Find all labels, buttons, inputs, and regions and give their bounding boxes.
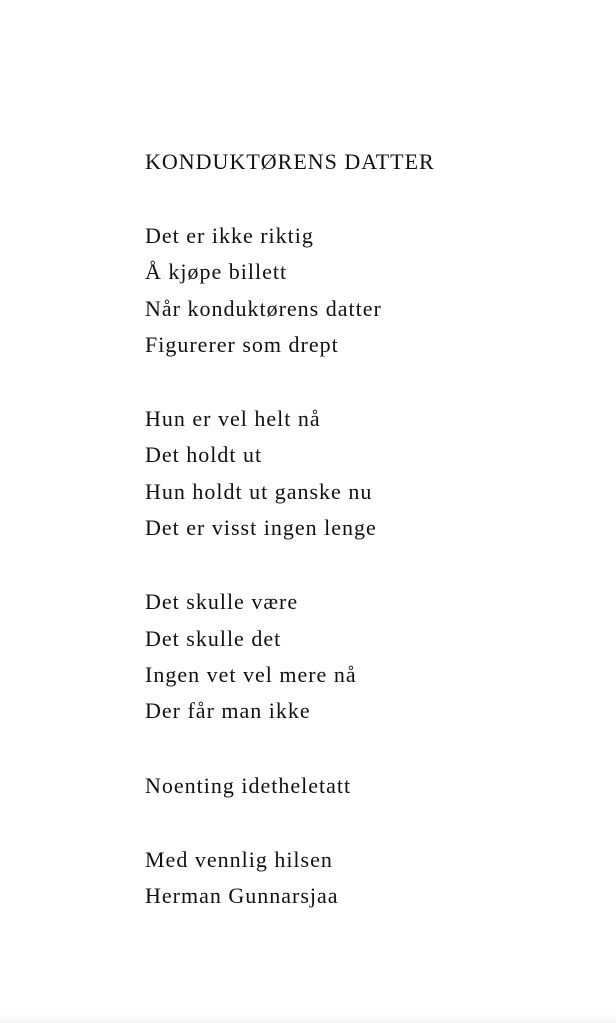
- stanza-4: [145, 768, 585, 804]
- poem-line: Det skulle det: [145, 625, 282, 651]
- poem-line: Å kjøpe billett: [145, 259, 288, 285]
- poem-line: Når konduktørens datter: [145, 295, 382, 321]
- page-bottom-edge: [0, 1013, 616, 1023]
- poem-line: Figurerer som drept: [145, 331, 339, 357]
- stanza-3: [145, 584, 585, 729]
- stanza-2: [145, 401, 585, 546]
- signature: [145, 842, 585, 915]
- poem-title: KONDUKTØRENS DATTER: [145, 149, 435, 174]
- poem-line: Det er ikke riktig: [145, 223, 314, 248]
- poem-line: Noenting idetheletatt: [145, 772, 352, 798]
- poem-line: Det er visst ingen lenge: [145, 515, 377, 541]
- poem-line: Hun er vel helt nå: [145, 406, 321, 432]
- stanza-1: [145, 218, 585, 363]
- signature-author: Herman Gunnarsjaa: [145, 883, 339, 909]
- poem: [145, 144, 585, 914]
- poem-line: Det holdt ut: [145, 442, 263, 468]
- poem-line: Hun holdt ut ganske nu: [145, 478, 373, 504]
- signature-greeting: Med vennlig hilsen: [145, 846, 333, 872]
- poem-line: Ingen vet vel mere nå: [145, 661, 357, 687]
- poem-line: Det skulle være: [145, 589, 299, 615]
- poem-line: Der får man ikke: [145, 698, 311, 724]
